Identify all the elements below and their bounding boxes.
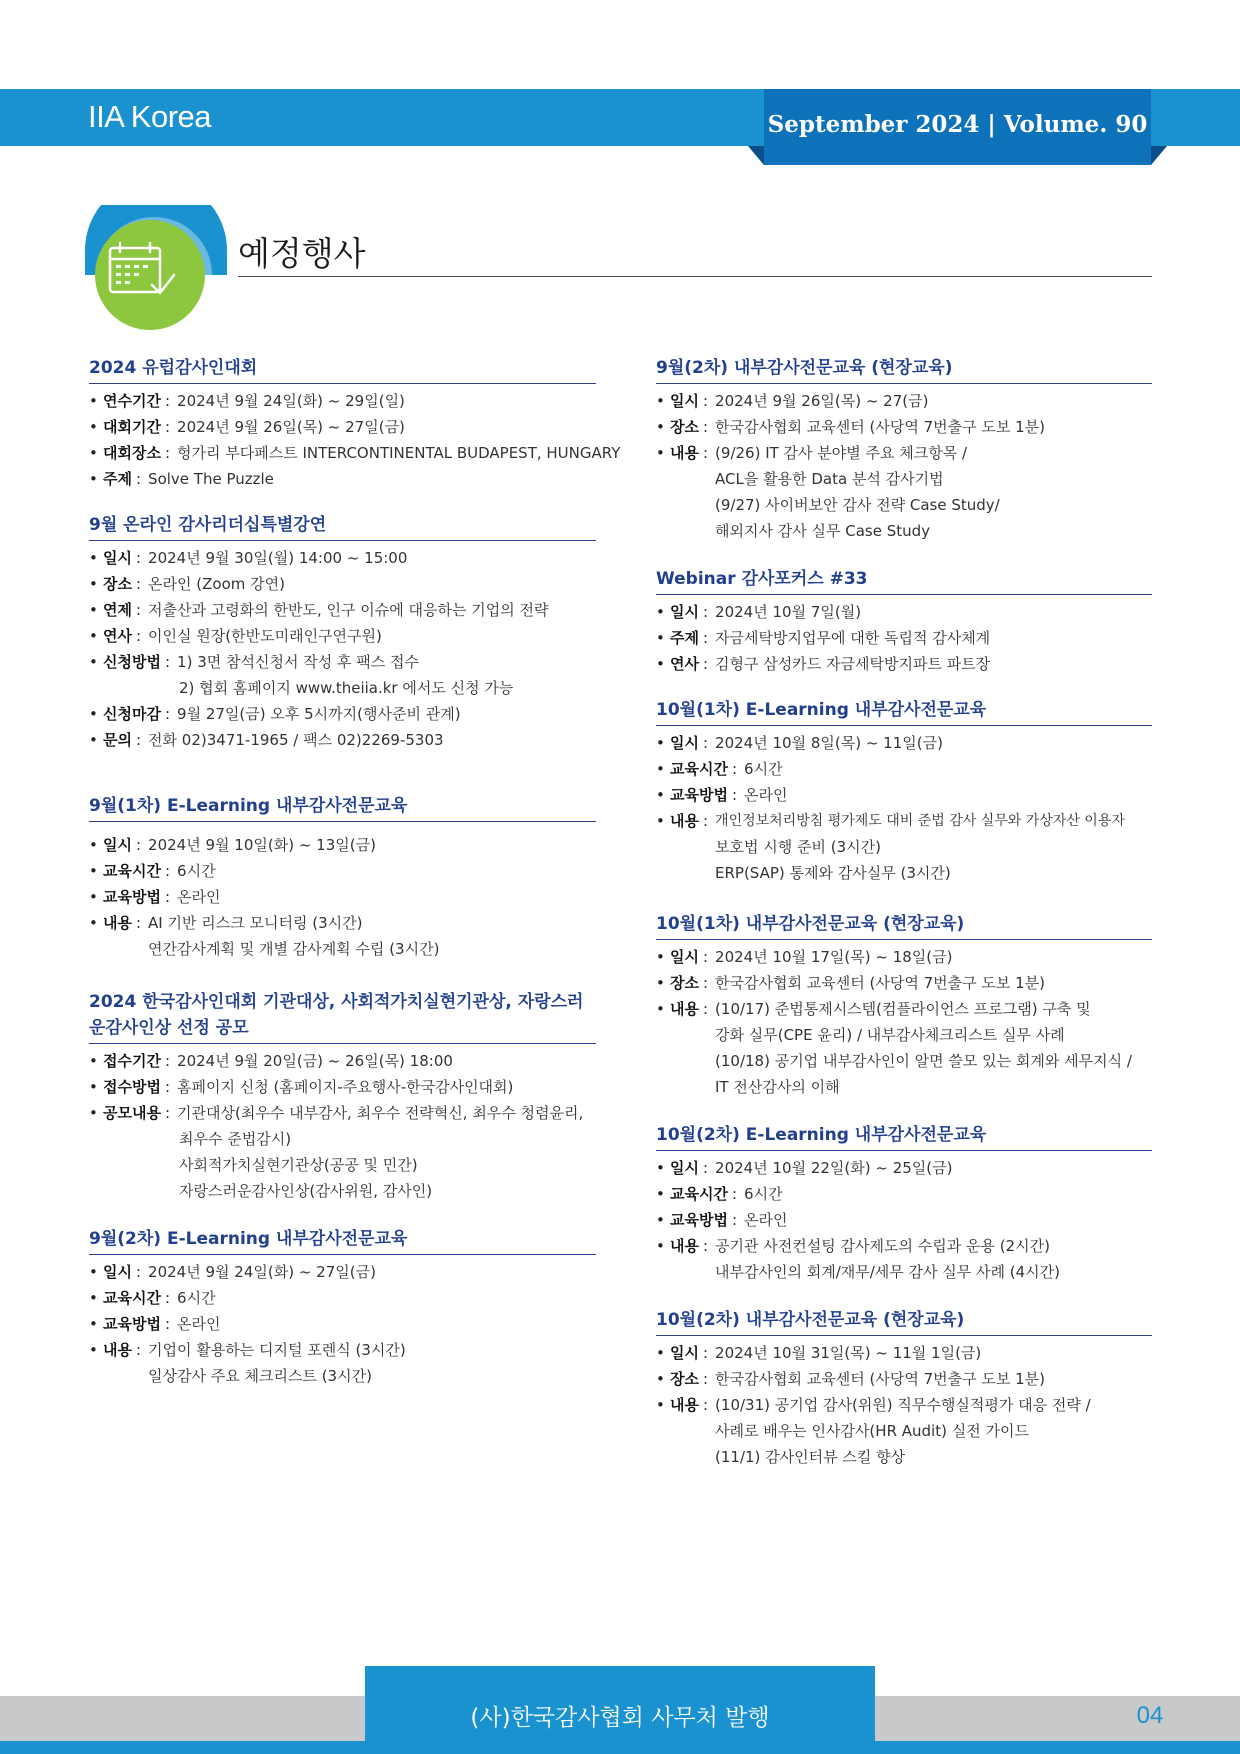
info-row: • 일시 : 2024년 9월 30일(월) 14:00 ~ 15:00 (89, 549, 408, 567)
info-continuation: (10/18) 공기업 내부감사인이 알면 쓸모 있는 회계와 세무지식 / (715, 1052, 1132, 1070)
info-continuation: IT 전산감사의 이해 (715, 1078, 840, 1096)
info-continuation: ERP(SAP) 통제와 감사실무 (3시간) (715, 864, 951, 882)
info-row: • 접수기간 : 2024년 9월 20일(금) ~ 26일(목) 18:00 (89, 1052, 453, 1070)
info-continuation: 자랑스러운감사인상(감사위원, 감사인) (179, 1182, 433, 1200)
issue-banner-fold-right (1151, 146, 1167, 165)
info-continuation: 사례로 배우는 인사감사(HR Audit) 실전 가이드 (715, 1422, 1029, 1440)
brand-logo-text: IIA Korea (88, 99, 212, 134)
info-row: • 연수기간 : 2024년 9월 24일(화) ~ 29일(일) (89, 392, 405, 410)
info-row: • 신청마감 : 9월 27일(금) 오후 5시까지(행사준비 관계) (89, 705, 461, 723)
info-row: • 교육시간 : 6시간 (656, 1185, 783, 1203)
info-continuation: 일상감사 주요 체크리스트 (3시간) (148, 1367, 372, 1385)
event-webinar (656, 566, 1152, 677)
event-award-contest (89, 989, 596, 1204)
info-row: • 장소 : 온라인 (Zoom 강연) (89, 575, 285, 593)
event-title: 2024 한국감사인대회 기관대상, 사회적가치실현기관상, 자랑스러운감사인상 선정 공모 (89, 989, 596, 1044)
event-title: 10월(2차) E-Learning 내부감사전문교육 (656, 1122, 1152, 1151)
info-row: • 일시 : 2024년 10월 31일(목) ~ 11월 1일(금) (656, 1344, 982, 1362)
info-row: • 교육방법 : 온라인 (89, 1315, 221, 1333)
event-elearning-sep-1 (89, 793, 596, 962)
info-continuation: 내부감사인의 회계/재무/세무 감사 실무 사례 (4시간) (715, 1263, 1060, 1281)
info-continuation: 해외지사 감사 실무 Case Study (715, 522, 931, 540)
info-continuation: 강화 실무(CPE 윤리) / 내부감사체크리스트 실무 사례 (715, 1026, 1065, 1044)
info-row: • 교육방법 : 온라인 (656, 1211, 788, 1229)
info-row: • 교육시간 : 6시간 (89, 1289, 216, 1307)
info-continuation: (11/1) 감사인터뷰 스킬 향상 (715, 1448, 906, 1466)
info-row: • 교육시간 : 6시간 (656, 760, 783, 778)
info-row: • 내용 : (10/17) 준법통제시스템(컴플라이언스 프로그램) 구축 및 (656, 1000, 1091, 1018)
info-row: • 일시 : 2024년 10월 17일(목) ~ 18일(금) (656, 948, 953, 966)
info-row: • 대회기간 : 2024년 9월 26일(목) ~ 27일(금) (89, 418, 405, 436)
info-continuation: 사회적가치실현기관상(공공 및 민간) (179, 1156, 418, 1174)
info-continuation: 연간감사계획 및 개별 감사계획 수립 (3시간) (148, 940, 440, 958)
event-euro-conference (89, 355, 621, 492)
info-row: • 신청방법 : 1) 3면 참석신청서 작성 후 팩스 접수 (89, 653, 419, 671)
info-row: • 연사 : 이인실 원장(한반도미래인구연구원) (89, 627, 382, 645)
info-row: • 일시 : 2024년 10월 8일(목) ~ 11일(금) (656, 734, 943, 752)
info-row: • 장소 : 한국감사협회 교육센터 (사당역 7번출구 도보 1분) (656, 1370, 1045, 1388)
info-continuation: (9/27) 사이버보안 감사 전략 Case Study/ (715, 496, 1000, 514)
event-title: 9월(2차) E-Learning 내부감사전문교육 (89, 1226, 596, 1255)
info-row: • 장소 : 한국감사협회 교육센터 (사당역 7번출구 도보 1분) (656, 974, 1045, 992)
info-row: • 일시 : 2024년 10월 22일(화) ~ 25일(금) (656, 1159, 953, 1177)
page-title: 예정행사 (238, 234, 366, 273)
event-onsite-oct-2 (656, 1307, 1152, 1470)
issue-banner-fold-left (748, 146, 764, 165)
event-elearning-oct-1 (656, 697, 1152, 886)
page-number: 04 (1136, 1702, 1164, 1729)
info-row: • 공모내용 : 기관대상(최우수 내부감사, 최우수 전략혁신, 최우수 청렴윤리, (89, 1104, 584, 1122)
event-title: 2024 유럽감사인대회 (89, 355, 596, 384)
info-row: • 내용 : 개인정보처리방침 평가제도 대비 준법 감사 실무와 가상자산 이용자 (656, 812, 1125, 830)
info-row: • 일시 : 2024년 10월 7일(월) (656, 603, 862, 621)
info-row: • 교육방법 : 온라인 (656, 786, 788, 804)
info-row: • 일시 : 2024년 9월 24일(화) ~ 27일(금) (89, 1263, 376, 1281)
event-title: 9월(2차) 내부감사전문교육 (현장교육) (656, 355, 1152, 384)
event-online-lecture (89, 512, 596, 753)
issue-label: September 2024 | Volume. 90 (767, 111, 1148, 138)
calendar-check-icon (82, 205, 232, 330)
event-title: 9월 온라인 감사리더십특별강연 (89, 512, 596, 541)
event-elearning-oct-2 (656, 1122, 1152, 1285)
info-continuation: 2) 협회 홈페이지 www.theiia.kr 에서도 신청 가능 (179, 679, 514, 697)
info-row: • 장소 : 한국감사협회 교육센터 (사당역 7번출구 도보 1분) (656, 418, 1045, 436)
info-row: • 내용 : AI 기반 리스크 모니터링 (3시간) (89, 914, 363, 932)
info-continuation: 최우수 준법감시) (179, 1130, 292, 1148)
event-onsite-sep-2 (656, 355, 1152, 544)
info-row: • 주제 : 자금세탁방지업무에 대한 독립적 감사체계 (656, 629, 991, 647)
info-continuation: 보호법 시행 준비 (3시간) (715, 838, 881, 856)
info-row: • 교육방법 : 온라인 (89, 888, 221, 906)
info-row: • 문의 : 전화 02)3471-1965 / 팩스 02)2269-5303 (89, 731, 444, 749)
info-row: • 내용 : 기업이 활용하는 디지털 포렌식 (3시간) (89, 1341, 406, 1359)
info-row: • 교육시간 : 6시간 (89, 862, 216, 880)
info-row: • 주제 : Solve The Puzzle (89, 470, 274, 488)
event-title: 10월(1차) 내부감사전문교육 (현장교육) (656, 911, 1152, 940)
info-row: • 일시 : 2024년 9월 10일(화) ~ 13일(금) (89, 836, 376, 854)
event-elearning-sep-2 (89, 1226, 596, 1389)
info-row: • 연사 : 김형구 삼성카드 자금세탁방지파트 파트장 (656, 655, 991, 673)
event-title: 10월(2차) 내부감사전문교육 (현장교육) (656, 1307, 1152, 1336)
event-title: 10월(1차) E-Learning 내부감사전문교육 (656, 697, 1152, 726)
event-onsite-oct-1 (656, 911, 1152, 1100)
event-title: 9월(1차) E-Learning 내부감사전문교육 (89, 793, 596, 822)
info-row: • 내용 : (9/26) IT 감사 분야별 주요 체크항목 / (656, 444, 968, 462)
footer-publisher: (사)한국감사협회 사무처 발행 (470, 1705, 770, 1731)
info-row: • 내용 : 공기관 사전컨설팅 감사제도의 수립과 운용 (2시간) (656, 1237, 1050, 1255)
info-row: • 일시 : 2024년 9월 26일(목) ~ 27(금) (656, 392, 929, 410)
info-row: • 접수방법 : 홈페이지 신청 (홈페이지-주요행사-한국감사인대회) (89, 1078, 514, 1096)
info-row: • 내용 : (10/31) 공기업 감사(위원) 직무수행실적평가 대응 전략 / (656, 1396, 1091, 1414)
info-row: • 연제 : 저출산과 고령화의 한반도, 인구 이슈에 대응하는 기업의 전략 (89, 601, 549, 619)
info-continuation: ACL을 활용한 Data 분석 감사기법 (715, 470, 944, 488)
event-title: Webinar 감사포커스 #33 (656, 566, 1152, 595)
info-row: • 대회장소 : 헝가리 부다페스트 INTERCONTINENTAL BUDAPEST, HUNGARY (89, 444, 621, 462)
title-divider (238, 276, 1152, 277)
